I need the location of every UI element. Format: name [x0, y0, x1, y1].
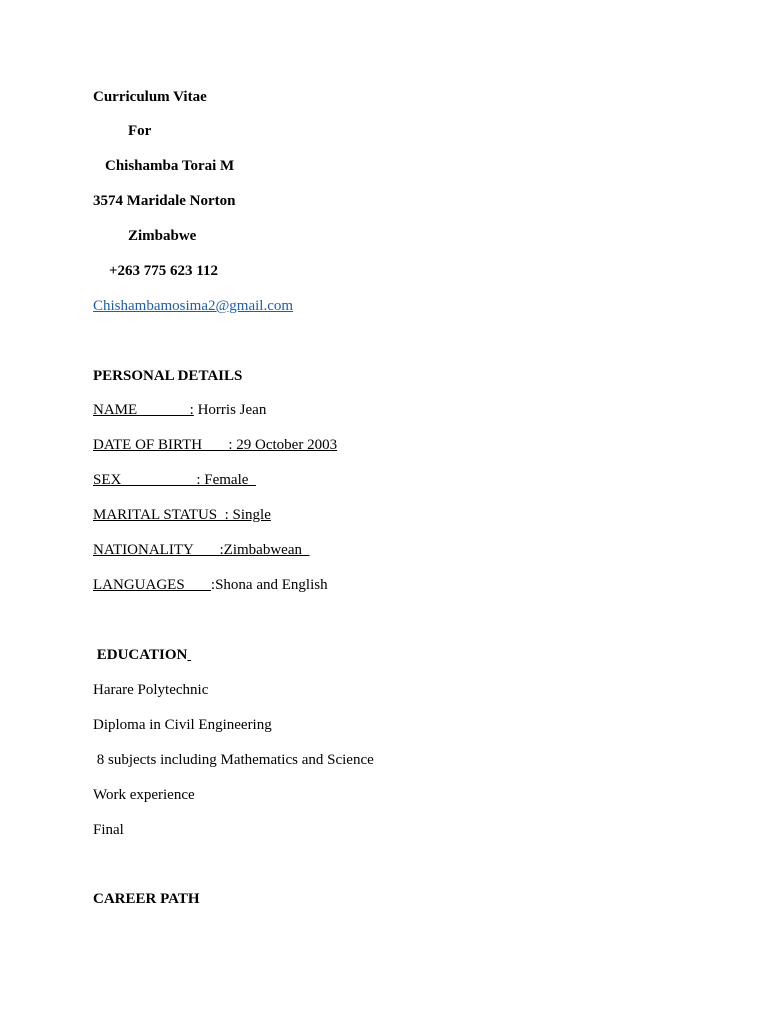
personal-name-label: NAME :: [93, 402, 194, 418]
education-heading-trail: [187, 647, 191, 663]
education-line: Harare Polytechnic: [93, 682, 209, 698]
education-line: Work experience: [93, 787, 195, 803]
personal-name-row: [93, 401, 266, 419]
education-heading-text: EDUCATION: [93, 647, 188, 663]
personal-sex-row: SEX : Female: [93, 472, 256, 488]
education-line: Final: [93, 822, 124, 838]
cv-country: Zimbabwe: [128, 228, 197, 244]
cv-title: Curriculum Vitae: [93, 89, 207, 105]
career-path-heading: CAREER PATH: [93, 891, 200, 907]
personal-details-heading-text: PERSONAL DETAILS: [93, 368, 247, 384]
personal-nationality-row: NATIONALITY :Zimbabwean: [93, 542, 310, 558]
education-line: 8 subjects including Mathematics and Science: [93, 752, 374, 768]
cv-email-link[interactable]: Chishambamosima2@gmail.com: [93, 298, 294, 314]
personal-languages-value: :Shona and English: [210, 577, 328, 593]
personal-details-heading: [93, 367, 246, 385]
personal-marital-row: MARITAL STATUS : Single: [93, 507, 271, 523]
personal-name-value: Horris Jean: [193, 402, 267, 418]
education-heading: [93, 646, 191, 664]
cv-for-label: For: [128, 123, 152, 139]
cv-phone: +263 775 623 112: [109, 263, 218, 279]
personal-languages-row: [93, 576, 328, 594]
cv-candidate-name: Chishamba Torai M: [105, 158, 235, 174]
cv-address: 3574 Maridale Norton: [93, 193, 236, 209]
personal-dob-row: DATE OF BIRTH : 29 October 2003: [93, 437, 338, 453]
personal-languages-label: LANGUAGES: [93, 577, 211, 593]
education-line: Diploma in Civil Engineering: [93, 717, 272, 733]
